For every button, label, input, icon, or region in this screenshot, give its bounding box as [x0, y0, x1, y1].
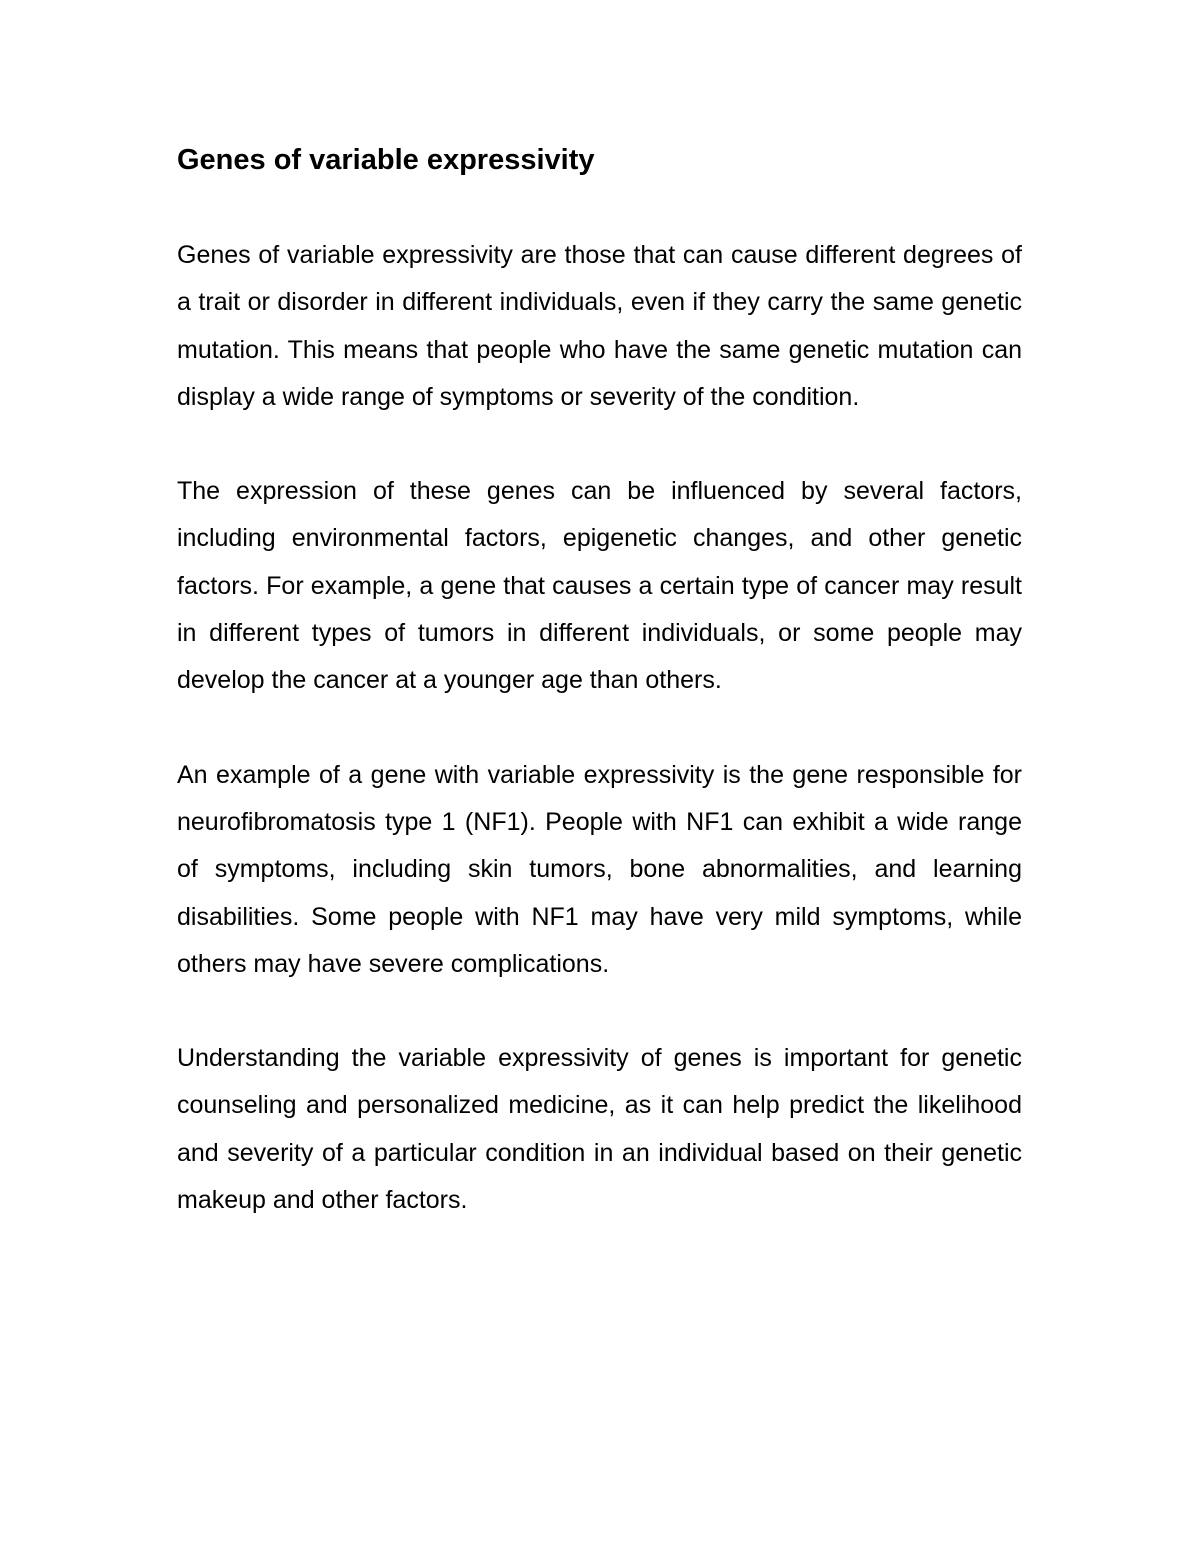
- document-body: [177, 138, 1022, 1224]
- paragraph-4: Understanding the variable expressivity of genes is important for genetic counseling and personalized medicine, as it can help predict the likelihood and severity of a particular condition in an individual based on their genetic makeup and other factors.: [177, 1044, 1022, 1215]
- paragraph-3: An example of a gene with variable expressivity is the gene responsible for neurofibromatosis type 1 (NF1). People with NF1 can exhibit a wide range of symptoms, including skin tumors, bone abnormalities, and learning disabilities. Some people with NF1 may have very mild symptoms, while others may have severe complications.: [177, 760, 1022, 978]
- paragraph-2: The expression of these genes can be influenced by several factors, including environmental factors, epigenetic changes, and other genetic factors. For example, a gene that causes a certain type of cancer may result in different types of tumors in different individuals, or some people may develop the cancer at a younger age than others.: [177, 477, 1022, 695]
- paragraph-1: Genes of variable expressivity are those that can cause different degrees of a trait or disorder in different individuals, even if they carry the same genetic mutation. This means that people who have the same genetic mutation can display a wide range of symptoms or severity of the condition.: [177, 241, 1022, 411]
- page-title: Genes of variable expressivity: [177, 144, 595, 176]
